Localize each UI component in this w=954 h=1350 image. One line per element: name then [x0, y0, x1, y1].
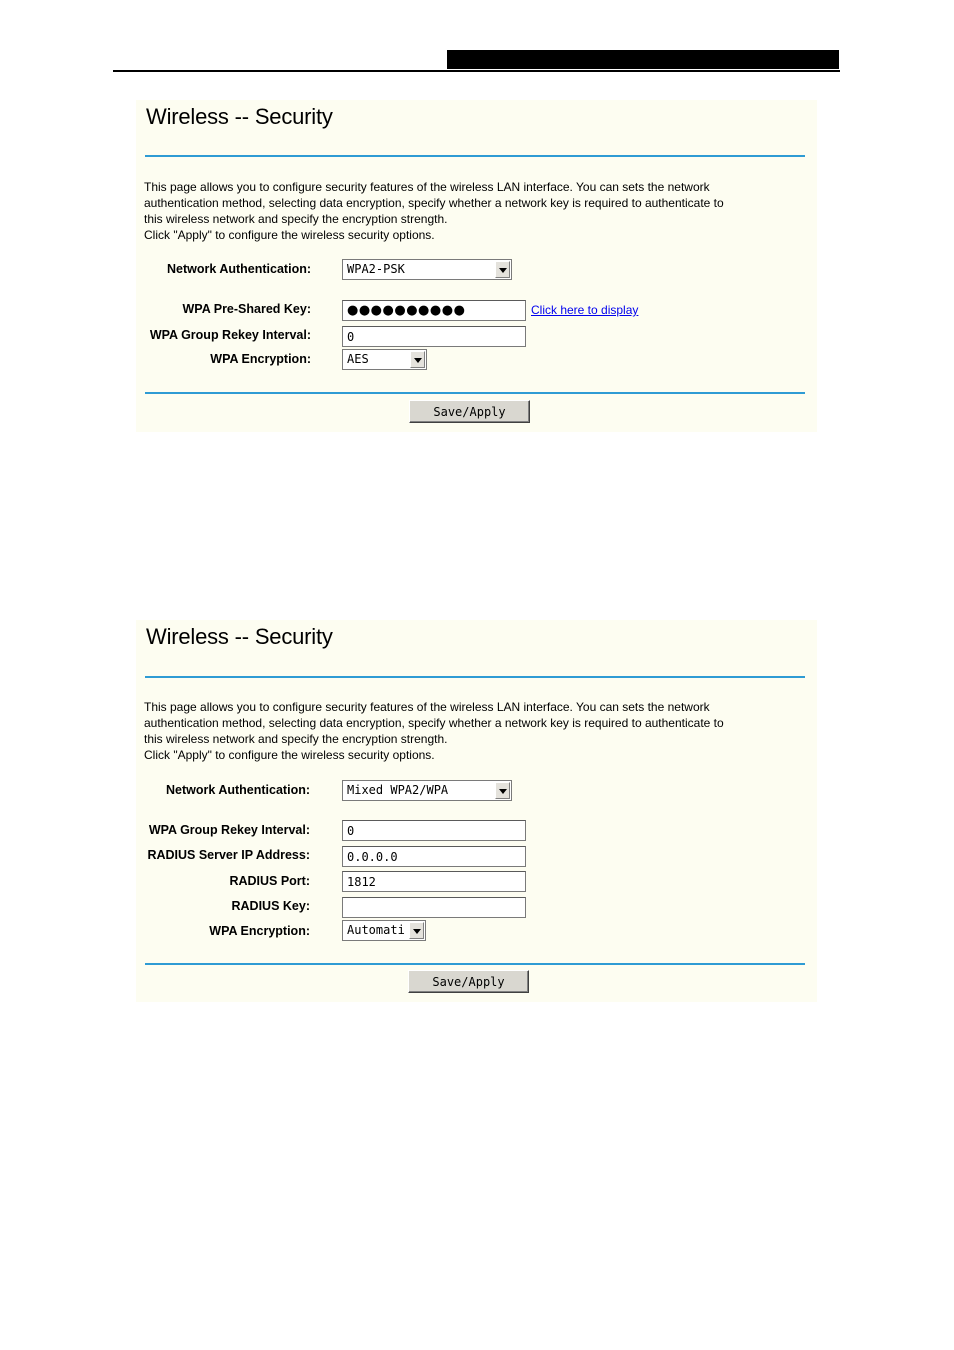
save-apply-button[interactable]: Save/Apply: [408, 970, 529, 993]
network-auth-label: Network Authentication:: [167, 262, 311, 276]
page-description: This page allows you to configure security features of the wireless LAN interface. You can sets the network authentication method, selecting data encryption, specify whether a network key is required to authenticate to this wireless network and specify the encryption strength. Click "Apply" to configure the wireless security options.: [144, 180, 724, 242]
footer-divider: [145, 963, 805, 965]
footer-divider: [145, 392, 805, 394]
page-title: Wireless -- Security: [146, 104, 333, 129]
rekey-interval-input[interactable]: [342, 326, 526, 347]
psk-label: WPA Pre-Shared Key:: [182, 302, 311, 316]
chevron-down-icon[interactable]: [409, 922, 424, 939]
display-key-link[interactable]: Click here to display: [531, 303, 639, 317]
chevron-down-icon[interactable]: [410, 351, 425, 368]
title-divider: [145, 155, 805, 157]
rekey-interval-label: WPA Group Rekey Interval:: [149, 328, 311, 342]
network-auth-select[interactable]: WPA2-PSK: [342, 259, 512, 280]
chevron-down-icon[interactable]: [495, 261, 510, 278]
psk-input[interactable]: [342, 300, 526, 321]
save-apply-button[interactable]: Save/Apply: [409, 400, 530, 423]
radius-port-label: RADIUS Port:: [229, 874, 310, 888]
encryption-label: WPA Encryption:: [210, 352, 311, 366]
page-title: Wireless -- Security: [146, 624, 333, 649]
header-rule: [113, 70, 840, 72]
encryption-select[interactable]: AES: [342, 349, 427, 370]
page-description: This page allows you to configure security features of the wireless LAN interface. You can sets the network authentication method, selecting data encryption, specify whether a network key is required to authenticate to this wireless network and specify the encryption strength. Click "Apply" to configure the wireless security options.: [144, 700, 724, 762]
encryption-select[interactable]: Automati: [342, 920, 426, 941]
rekey-interval-label: WPA Group Rekey Interval:: [148, 823, 310, 837]
encryption-label: WPA Encryption:: [209, 924, 310, 938]
header-bar: [447, 50, 839, 69]
title-divider: [145, 676, 805, 678]
wireless-security-panel-psk: [136, 100, 817, 432]
radius-port-input[interactable]: [342, 871, 526, 892]
radius-key-input[interactable]: [342, 897, 526, 918]
radius-ip-label: RADIUS Server IP Address:: [147, 848, 310, 862]
rekey-interval-input[interactable]: [342, 820, 526, 841]
network-auth-select[interactable]: Mixed WPA2/WPA: [342, 780, 512, 801]
radius-key-label: RADIUS Key:: [231, 899, 310, 913]
chevron-down-icon[interactable]: [495, 782, 510, 799]
radius-ip-input[interactable]: [342, 846, 526, 867]
network-auth-label: Network Authentication:: [166, 783, 310, 797]
wireless-security-panel-radius: [136, 620, 817, 1002]
